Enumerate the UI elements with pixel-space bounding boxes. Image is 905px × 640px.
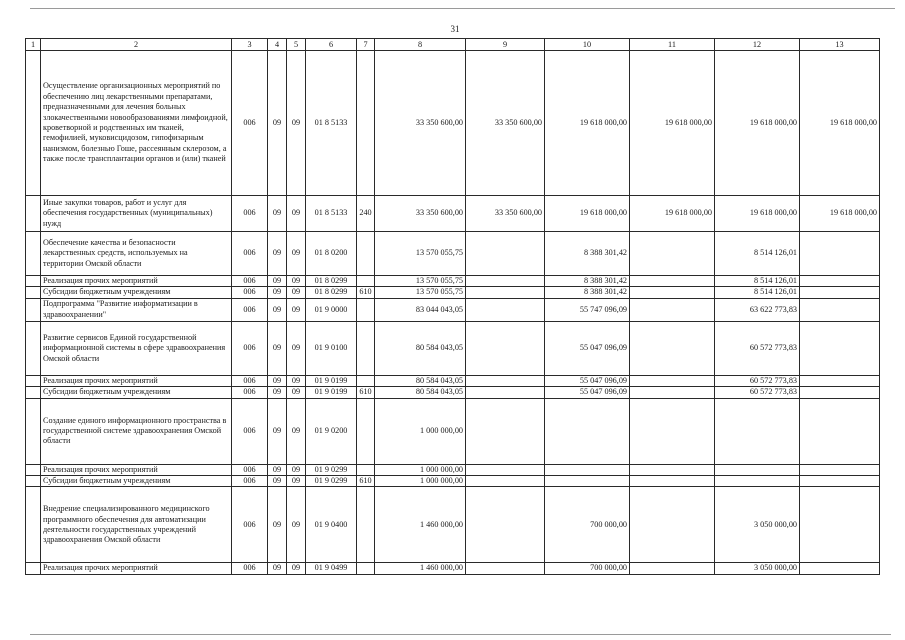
column-header: 3 (232, 39, 268, 51)
code-cell: 09 (268, 476, 287, 487)
amount-cell: 700 000,00 (545, 563, 630, 574)
row-name-cell: Реализация прочих мероприятий (41, 276, 232, 287)
code-cell: 01 9 0000 (306, 298, 357, 321)
amount-cell (630, 276, 715, 287)
code-cell: 006 (232, 563, 268, 574)
code-cell: 240 (357, 196, 375, 232)
table-row (26, 287, 880, 298)
code-cell: 09 (268, 196, 287, 232)
code-cell: 006 (232, 375, 268, 386)
column-header: 10 (545, 39, 630, 51)
table-row (26, 196, 880, 232)
amount-cell: 55 747 096,09 (545, 298, 630, 321)
amount-cell: 80 584 043,05 (375, 387, 466, 398)
code-cell (357, 487, 375, 563)
code-cell: 09 (287, 232, 306, 276)
code-cell: 01 8 5133 (306, 196, 357, 232)
amount-cell (630, 487, 715, 563)
amount-cell (630, 398, 715, 464)
code-cell: 01 9 0400 (306, 487, 357, 563)
amount-cell (715, 398, 800, 464)
amount-cell (800, 398, 880, 464)
table-row (26, 375, 880, 386)
amount-cell (630, 298, 715, 321)
row-number-cell (26, 232, 41, 276)
amount-cell: 1 000 000,00 (375, 464, 466, 475)
amount-cell (800, 321, 880, 375)
code-cell: 610 (357, 476, 375, 487)
table-row (26, 298, 880, 321)
amount-cell: 19 618 000,00 (715, 196, 800, 232)
row-name-cell: Субсидии бюджетным учреждениям (41, 476, 232, 487)
amount-cell: 8 388 301,42 (545, 276, 630, 287)
amount-cell: 1 460 000,00 (375, 487, 466, 563)
code-cell: 610 (357, 387, 375, 398)
code-cell: 09 (268, 398, 287, 464)
code-cell: 01 8 0299 (306, 287, 357, 298)
amount-cell: 33 350 600,00 (466, 51, 545, 196)
code-cell: 01 9 0299 (306, 476, 357, 487)
amount-cell (800, 276, 880, 287)
amount-cell: 19 618 000,00 (800, 51, 880, 196)
amount-cell: 19 618 000,00 (800, 196, 880, 232)
code-cell: 09 (268, 321, 287, 375)
row-name-cell: Развитие сервисов Единой государственной информационной системы в сфере здравоохранения Омской области (41, 321, 232, 375)
table-row (26, 321, 880, 375)
amount-cell (800, 464, 880, 475)
code-cell: 09 (268, 298, 287, 321)
amount-cell (800, 298, 880, 321)
row-name-cell: Субсидии бюджетным учреждениям (41, 387, 232, 398)
code-cell: 01 8 0299 (306, 276, 357, 287)
code-cell: 09 (268, 276, 287, 287)
amount-cell (800, 375, 880, 386)
row-number-cell (26, 464, 41, 475)
amount-cell: 33 350 600,00 (466, 196, 545, 232)
page-number: 31 (450, 24, 460, 34)
amount-cell: 19 618 000,00 (630, 196, 715, 232)
code-cell (357, 375, 375, 386)
code-cell: 09 (287, 276, 306, 287)
table-row (26, 464, 880, 475)
column-header: 4 (268, 39, 287, 51)
amount-cell (630, 232, 715, 276)
amount-cell: 60 572 773,83 (715, 375, 800, 386)
column-header: 1 (26, 39, 41, 51)
amount-cell: 8 514 126,01 (715, 276, 800, 287)
code-cell: 09 (268, 563, 287, 574)
top-rule (30, 8, 895, 9)
amount-cell: 19 618 000,00 (545, 196, 630, 232)
amount-cell: 13 570 055,75 (375, 276, 466, 287)
code-cell: 09 (287, 287, 306, 298)
amount-cell: 55 047 096,09 (545, 375, 630, 386)
row-number-cell (26, 387, 41, 398)
code-cell: 09 (287, 487, 306, 563)
row-name-cell: Реализация прочих мероприятий (41, 464, 232, 475)
amount-cell: 8 388 301,42 (545, 232, 630, 276)
code-cell: 09 (268, 51, 287, 196)
column-header: 5 (287, 39, 306, 51)
amount-cell (630, 563, 715, 574)
table-row (26, 276, 880, 287)
column-header: 9 (466, 39, 545, 51)
code-cell: 09 (268, 232, 287, 276)
row-number-cell (26, 487, 41, 563)
amount-cell (800, 476, 880, 487)
amount-cell: 13 570 055,75 (375, 287, 466, 298)
amount-cell: 55 047 096,09 (545, 321, 630, 375)
code-cell: 09 (287, 464, 306, 475)
row-number-cell (26, 321, 41, 375)
code-cell: 006 (232, 487, 268, 563)
code-cell: 01 9 0199 (306, 387, 357, 398)
amount-cell (800, 232, 880, 276)
code-cell: 610 (357, 287, 375, 298)
code-cell (357, 276, 375, 287)
row-name-cell: Осуществление организационных мероприятий по обеспечению лиц лекарственными препаратами, предназначенными для лечения больных злокачественными новообразованиями лимфоидной, кроветворной и родственных им тканей, гемофилией, муковисцидозом, гипофизарным нанизмом, болезнью Гоше, рассеянным склерозом, а также после трансплантации органов и (или) тканей (41, 51, 232, 196)
table-row (26, 398, 880, 464)
table-row (26, 387, 880, 398)
bottom-rule (30, 634, 891, 635)
row-name-cell: Обеспечение качества и безопасности лекарственных средств, используемых на территории Омской области (41, 232, 232, 276)
row-number-cell (26, 476, 41, 487)
amount-cell (466, 464, 545, 475)
amount-cell (466, 298, 545, 321)
amount-cell: 8 388 301,42 (545, 287, 630, 298)
column-header: 7 (357, 39, 375, 51)
amount-cell (466, 398, 545, 464)
amount-cell (545, 464, 630, 475)
code-cell: 006 (232, 464, 268, 475)
amount-cell (630, 375, 715, 386)
row-number-cell (26, 196, 41, 232)
amount-cell: 8 514 126,01 (715, 287, 800, 298)
amount-cell: 1 000 000,00 (375, 398, 466, 464)
code-cell: 09 (287, 563, 306, 574)
table-body (26, 39, 880, 575)
code-cell: 01 8 0200 (306, 232, 357, 276)
code-cell: 09 (268, 464, 287, 475)
row-number-cell (26, 287, 41, 298)
code-cell: 01 9 0499 (306, 563, 357, 574)
code-cell (357, 51, 375, 196)
amount-cell: 80 584 043,05 (375, 375, 466, 386)
amount-cell (466, 287, 545, 298)
row-name-cell: Создание единого информационного пространства в государственной системе здравоохранения Омской области (41, 398, 232, 464)
amount-cell (466, 321, 545, 375)
amount-cell: 19 618 000,00 (545, 51, 630, 196)
column-header: 11 (630, 39, 715, 51)
code-cell: 006 (232, 298, 268, 321)
amount-cell (630, 387, 715, 398)
amount-cell: 700 000,00 (545, 487, 630, 563)
code-cell: 006 (232, 387, 268, 398)
code-cell: 006 (232, 196, 268, 232)
code-cell: 006 (232, 276, 268, 287)
amount-cell: 80 584 043,05 (375, 321, 466, 375)
row-number-cell (26, 398, 41, 464)
amount-cell (630, 464, 715, 475)
code-cell: 01 9 0199 (306, 375, 357, 386)
code-cell: 09 (287, 298, 306, 321)
amount-cell (545, 476, 630, 487)
row-number-cell (26, 375, 41, 386)
code-cell: 09 (287, 196, 306, 232)
amount-cell (630, 476, 715, 487)
code-cell: 09 (287, 321, 306, 375)
code-cell: 006 (232, 321, 268, 375)
amount-cell (466, 487, 545, 563)
column-header: 6 (306, 39, 357, 51)
column-header: 2 (41, 39, 232, 51)
amount-cell: 33 350 600,00 (375, 51, 466, 196)
code-cell: 01 9 0100 (306, 321, 357, 375)
table-row (26, 232, 880, 276)
code-cell: 09 (287, 387, 306, 398)
amount-cell: 1 000 000,00 (375, 476, 466, 487)
code-cell: 09 (268, 487, 287, 563)
row-name-cell: Внедрение специализированного медицинского программного обеспечения для автоматизации деятельности государственных учреждений здравоохранения Омской области (41, 487, 232, 563)
amount-cell: 19 618 000,00 (715, 51, 800, 196)
code-cell (357, 398, 375, 464)
code-cell: 09 (268, 387, 287, 398)
code-cell: 09 (287, 398, 306, 464)
code-cell (357, 298, 375, 321)
amount-cell (630, 287, 715, 298)
amount-cell: 3 050 000,00 (715, 487, 800, 563)
amount-cell: 3 050 000,00 (715, 563, 800, 574)
amount-cell (466, 232, 545, 276)
code-cell: 09 (268, 375, 287, 386)
amount-cell: 83 044 043,05 (375, 298, 466, 321)
amount-cell: 33 350 600,00 (375, 196, 466, 232)
amount-cell (715, 476, 800, 487)
amount-cell (545, 398, 630, 464)
amount-cell: 1 460 000,00 (375, 563, 466, 574)
amount-cell (466, 387, 545, 398)
code-cell: 09 (268, 287, 287, 298)
row-name-cell: Подпрограмма "Развитие информатизации в здравоохранении" (41, 298, 232, 321)
code-cell (357, 321, 375, 375)
code-cell: 01 8 5133 (306, 51, 357, 196)
code-cell: 006 (232, 398, 268, 464)
column-header: 12 (715, 39, 800, 51)
amount-cell (800, 563, 880, 574)
amount-cell (800, 487, 880, 563)
table-row (26, 476, 880, 487)
amount-cell (715, 464, 800, 475)
column-number-row (26, 39, 880, 51)
row-number-cell (26, 276, 41, 287)
column-header: 13 (800, 39, 880, 51)
table-row (26, 51, 880, 196)
code-cell: 006 (232, 287, 268, 298)
amount-cell (630, 321, 715, 375)
row-number-cell (26, 563, 41, 574)
amount-cell: 60 572 773,83 (715, 387, 800, 398)
amount-cell (466, 276, 545, 287)
code-cell: 01 9 0299 (306, 464, 357, 475)
table-row (26, 487, 880, 563)
row-name-cell: Реализация прочих мероприятий (41, 563, 232, 574)
code-cell (357, 563, 375, 574)
amount-cell: 55 047 096,09 (545, 387, 630, 398)
amount-cell (466, 563, 545, 574)
amount-cell (800, 387, 880, 398)
code-cell (357, 464, 375, 475)
row-number-cell (26, 51, 41, 196)
amount-cell: 13 570 055,75 (375, 232, 466, 276)
amount-cell (466, 476, 545, 487)
row-name-cell: Субсидии бюджетным учреждениям (41, 287, 232, 298)
code-cell (357, 232, 375, 276)
column-header: 8 (375, 39, 466, 51)
code-cell: 09 (287, 375, 306, 386)
amount-cell: 60 572 773,83 (715, 321, 800, 375)
amount-cell (800, 287, 880, 298)
code-cell: 09 (287, 51, 306, 196)
amount-cell: 19 618 000,00 (630, 51, 715, 196)
code-cell: 01 9 0200 (306, 398, 357, 464)
code-cell: 006 (232, 476, 268, 487)
code-cell: 006 (232, 232, 268, 276)
amount-cell: 63 622 773,83 (715, 298, 800, 321)
row-number-cell (26, 298, 41, 321)
row-name-cell: Реализация прочих мероприятий (41, 375, 232, 386)
amount-cell (466, 375, 545, 386)
code-cell: 09 (287, 476, 306, 487)
amount-cell: 8 514 126,01 (715, 232, 800, 276)
row-name-cell: Иные закупки товаров, работ и услуг для обеспечения государственных (муниципальных) нужд (41, 196, 232, 232)
code-cell: 006 (232, 51, 268, 196)
budget-table (25, 38, 880, 575)
table-row (26, 563, 880, 574)
